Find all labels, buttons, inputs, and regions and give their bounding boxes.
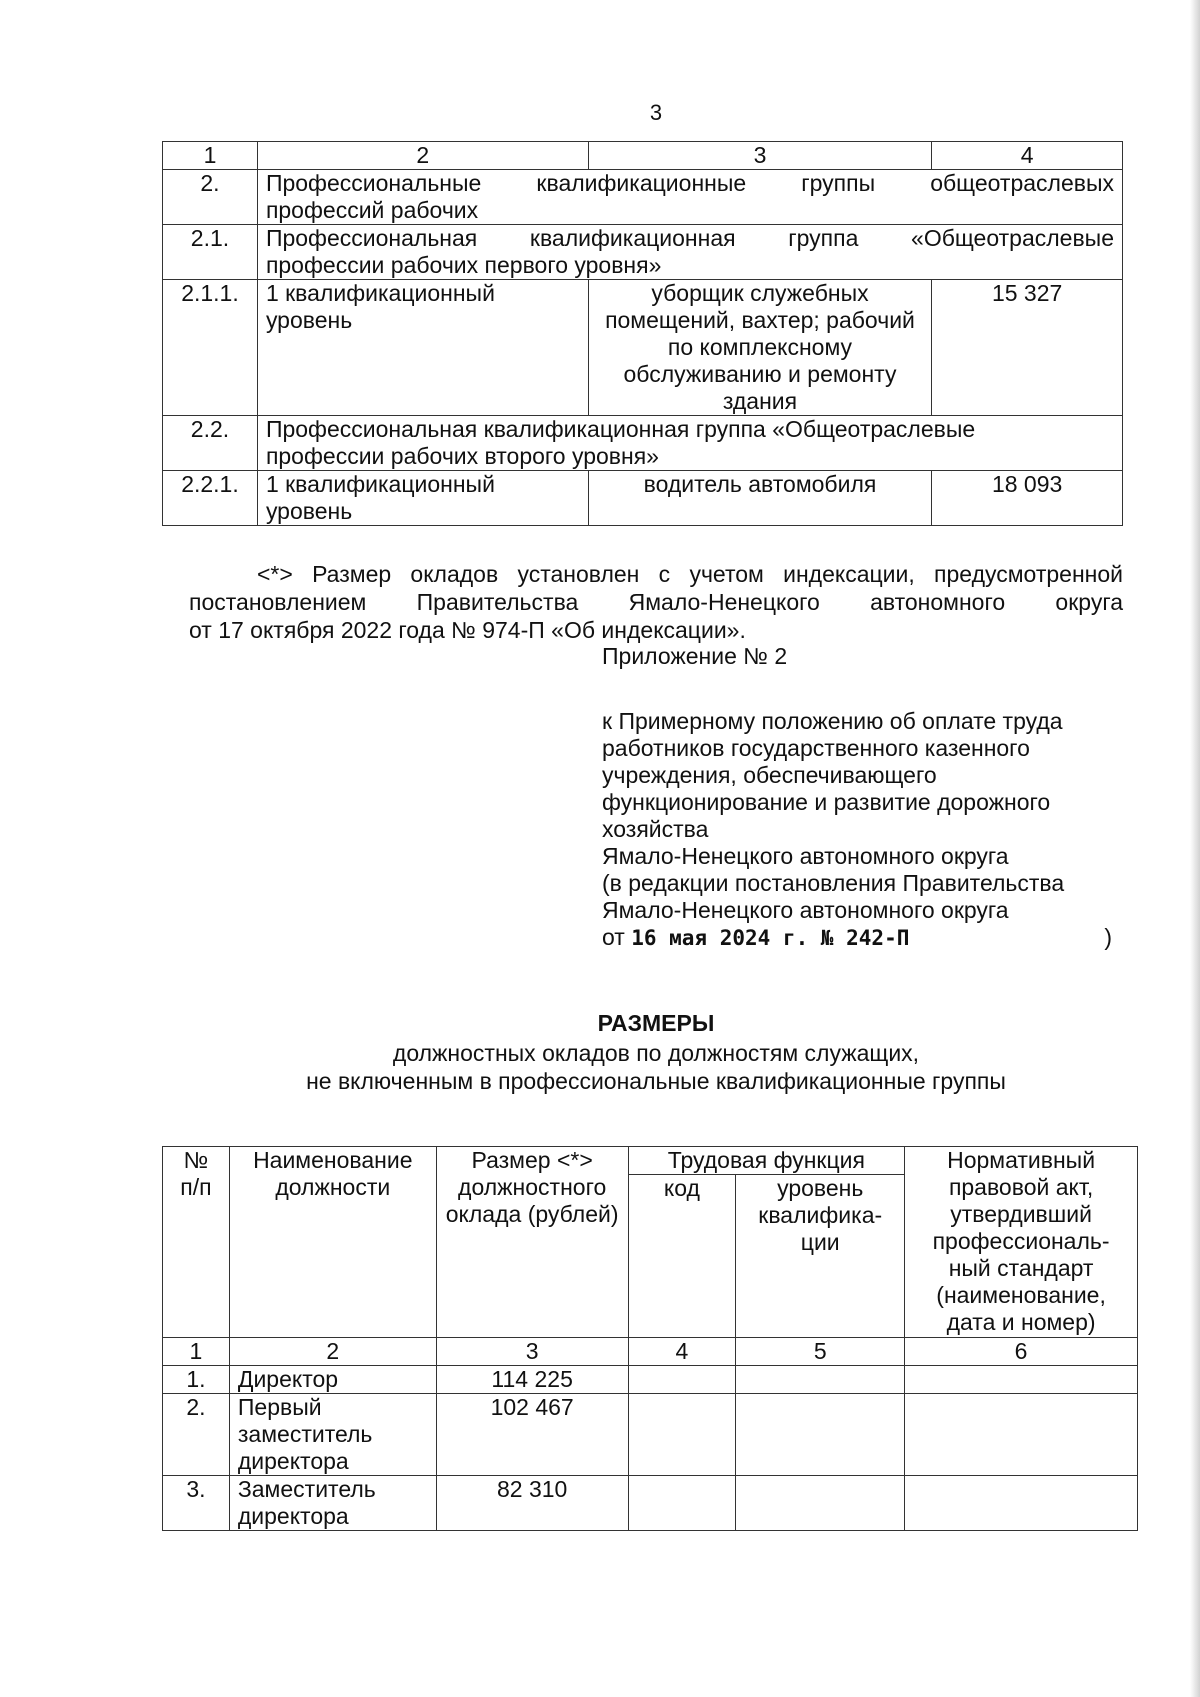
date-value: 16 мая 2024 г. № 242-П <box>631 926 910 950</box>
salary-table <box>162 1146 1138 1531</box>
header-code: код <box>628 1175 736 1338</box>
group-title-line: профессии рабочих второго уровня» <box>265 443 659 469</box>
qualification-groups-table <box>162 141 1123 526</box>
appendix-line: работников государственного казенного <box>602 735 1030 761</box>
table-row <box>163 1476 1138 1531</box>
group-title-line: Профессиональные квалификационные группы общеотраслевых <box>265 170 1114 196</box>
level-cell <box>736 1366 905 1394</box>
row-number: 2.2.1. <box>163 471 258 526</box>
header-act: Нормативный правовой акт, утвердивший профессиональ-ный стандарт (наименование, дата и номер) <box>905 1147 1138 1338</box>
appendix-block <box>602 643 1112 952</box>
column-number: 2 <box>229 1338 436 1366</box>
salary: 114 225 <box>436 1366 628 1394</box>
code-cell <box>628 1366 736 1394</box>
header-labor-function: Трудовая функция <box>628 1147 905 1175</box>
group-title <box>257 170 1122 225</box>
salary: 102 467 <box>436 1394 628 1476</box>
appendix-line: функционирование и развитие дорожного <box>602 789 1051 815</box>
column-number-row <box>163 1338 1138 1366</box>
appendix-line: хозяйства <box>602 816 709 842</box>
appendix-title: Приложение № 2 <box>602 643 788 669</box>
salary: 18 093 <box>932 471 1123 526</box>
appendix-line: к Примерному положению об оплате труда <box>602 708 1063 734</box>
positions: уборщик служебных помещений, вахтер; рабочий по комплексному обслуживанию и ремонту здания <box>588 280 932 416</box>
row-number: 2. <box>163 170 258 225</box>
code-cell <box>628 1394 736 1476</box>
table-row <box>163 471 1123 526</box>
row-number: 2.1. <box>163 225 258 280</box>
heading-subtitle: не включенным в профессиональные квалификационные группы <box>306 1068 1006 1094</box>
group-title <box>257 416 1122 471</box>
heading-title: РАЗМЕРЫ <box>597 1010 715 1036</box>
appendix-line: (в редакции постановления Правительства <box>602 870 1065 896</box>
appendix-line: Ямало-Ненецкого автономного округа <box>602 843 1009 869</box>
header-name: Наименование должности <box>229 1147 436 1338</box>
column-number: 2 <box>257 142 588 170</box>
column-number: 1 <box>163 1338 230 1366</box>
salary: 82 310 <box>436 1476 628 1531</box>
column-number: 4 <box>932 142 1123 170</box>
column-number: 5 <box>736 1338 905 1366</box>
column-number: 4 <box>628 1338 736 1366</box>
row-number: 1. <box>163 1366 230 1394</box>
date-prefix: от <box>602 924 625 950</box>
appendix-date-line <box>602 924 1112 952</box>
page-number: 3 <box>649 100 663 125</box>
footnote <box>189 560 1123 644</box>
act-cell <box>905 1476 1138 1531</box>
header-row <box>163 1147 1138 1175</box>
appendix-line: Ямало-Ненецкого автономного округа <box>602 897 1009 923</box>
column-number-row <box>163 142 1123 170</box>
header-num: № п/п <box>163 1147 230 1338</box>
closing-parenthesis: ) <box>1104 924 1112 950</box>
appendix-line: учреждения, обеспечивающего <box>602 762 937 788</box>
group-title-line: профессии рабочих первого уровня» <box>265 252 662 278</box>
act-cell <box>905 1394 1138 1476</box>
act-cell <box>905 1366 1138 1394</box>
position-name: Первый заместитель директора <box>229 1394 436 1476</box>
column-number: 3 <box>436 1338 628 1366</box>
section-heading <box>0 1009 1200 1095</box>
table-row <box>163 170 1123 225</box>
code-cell <box>628 1476 736 1531</box>
group-title-line: Профессиональная квалификационная группа «Общеотраслевые <box>265 416 976 442</box>
row-number: 3. <box>163 1476 230 1531</box>
group-title-line: профессий рабочих <box>265 197 479 223</box>
positions: водитель автомобиля <box>588 471 932 526</box>
table-row <box>163 1366 1138 1394</box>
header-salary: Размер <*> должностного оклада (рублей) <box>436 1147 628 1338</box>
footnote-line: постановлением Правительства Ямало-Ненецкого автономного округа <box>189 589 1123 615</box>
column-number: 6 <box>905 1338 1138 1366</box>
group-title <box>257 225 1122 280</box>
footnote-line: <*> Размер окладов установлен с учетом индексации, предусмотренной <box>257 561 1123 587</box>
table-row <box>163 280 1123 416</box>
qualification-level: 1 квалификационный уровень <box>257 280 588 416</box>
page-edge-shadow <box>1190 0 1200 1697</box>
salary: 15 327 <box>932 280 1123 416</box>
column-number: 3 <box>588 142 932 170</box>
level-cell <box>736 1394 905 1476</box>
level-cell <box>736 1476 905 1531</box>
qualification-level: 1 квалификационный уровень <box>257 471 588 526</box>
row-number: 2.1.1. <box>163 280 258 416</box>
table-row <box>163 416 1123 471</box>
group-title-line: Профессиональная квалификационная группа «Общеотраслевые <box>265 225 1114 251</box>
table-row <box>163 225 1123 280</box>
column-number: 1 <box>163 142 258 170</box>
row-number: 2.2. <box>163 416 258 471</box>
position-name: Заместитель директора <box>229 1476 436 1531</box>
heading-subtitle: должностных окладов по должностям служащих, <box>392 1040 920 1066</box>
table-row <box>163 1394 1138 1476</box>
row-number: 2. <box>163 1394 230 1476</box>
position-name: Директор <box>229 1366 436 1394</box>
footnote-line: от 17 октября 2022 года № 974-П «Об индексации». <box>189 617 746 643</box>
header-level: уровень квалифика-ции <box>736 1175 905 1338</box>
